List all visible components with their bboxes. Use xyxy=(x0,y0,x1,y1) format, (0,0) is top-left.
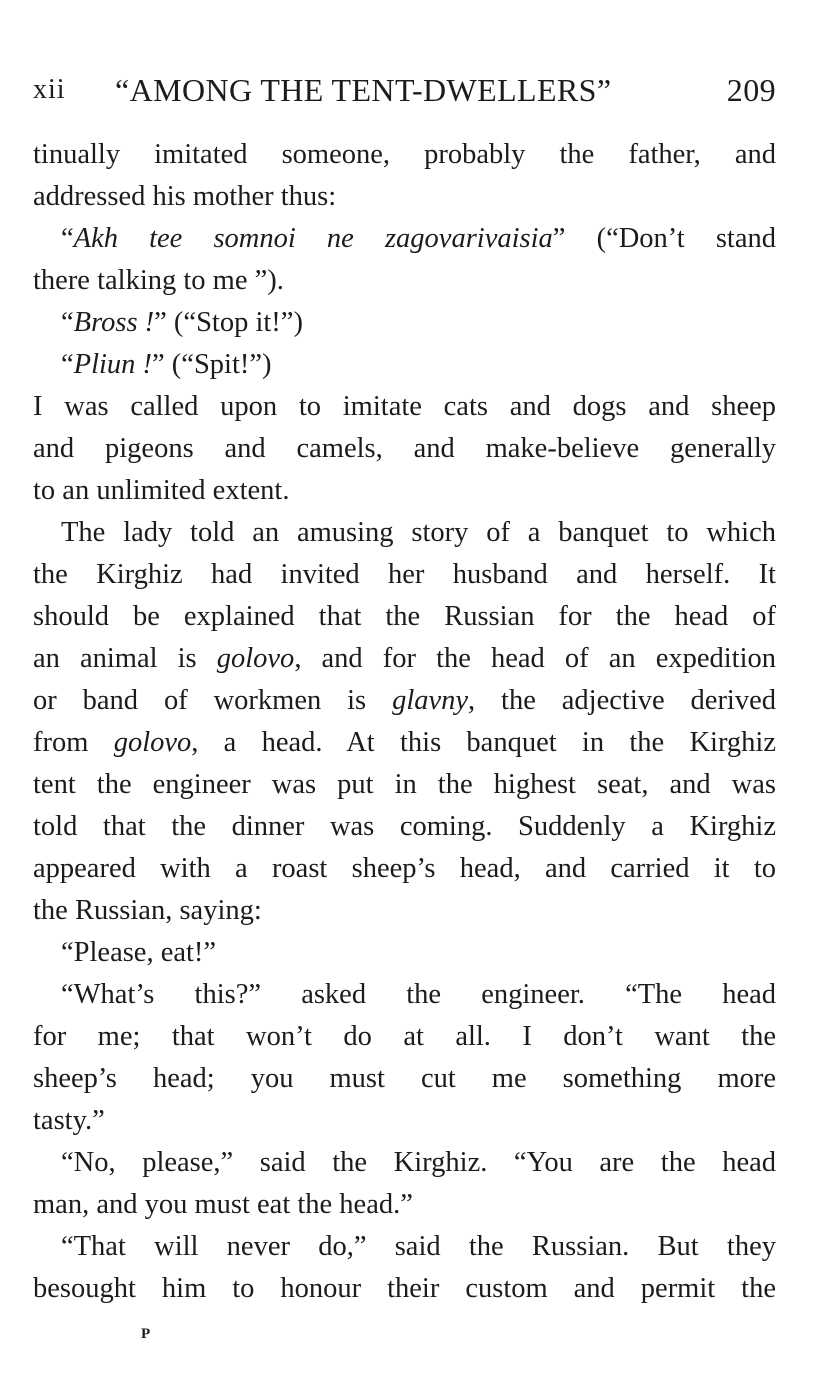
text-run: , and for the head of an expedition xyxy=(294,643,776,674)
text-line: tasty.” xyxy=(33,1105,105,1136)
body-text xyxy=(33,134,776,1310)
text-line xyxy=(33,680,776,722)
russian-phrase: Akh tee somnoi ne zagovarivaisia xyxy=(73,223,553,254)
text-line: for me; that won’t do at all. I don’t want the xyxy=(33,1021,776,1052)
text-line: addressed his mother thus: xyxy=(33,181,337,212)
text-line: the Kirghiz had invited her husband and herself. It xyxy=(33,559,776,590)
russian-word: Bross ! xyxy=(73,307,155,338)
text-line: The lady told an amusing story of a banquet to which xyxy=(61,517,776,548)
text-line xyxy=(33,344,776,386)
quote-mark: “ xyxy=(61,307,74,338)
quote-mark: “ xyxy=(61,349,74,380)
russian-word: golovo xyxy=(113,727,192,758)
quote-mark: “ xyxy=(61,223,74,254)
text-line xyxy=(33,302,776,344)
text-line: should be explained that the Russian for the head of xyxy=(33,601,776,632)
text-run: an animal is xyxy=(33,643,217,674)
russian-word: golovo xyxy=(216,643,295,674)
text-line: tent the engineer was put in the highest seat, and was xyxy=(33,769,776,800)
text-line xyxy=(33,218,776,260)
text-run: from xyxy=(33,727,114,758)
text-line: “No, please,” said the Kirghiz. “You are the head xyxy=(61,1147,776,1178)
text-run: , the adjective derived xyxy=(468,685,776,716)
translation: ” (“Stop it!”) xyxy=(154,307,303,338)
chapter-number: xii xyxy=(33,74,66,105)
signature-mark: P xyxy=(141,1326,151,1342)
text-line: there talking to me ”). xyxy=(33,265,284,296)
text-run: , a head. At this banquet in the Kirghiz xyxy=(191,727,776,758)
text-line: and pigeons and camels, and make-believe generally xyxy=(33,433,776,464)
translation: ” (“Don’t stand xyxy=(552,223,776,254)
russian-word: glavny xyxy=(392,685,469,716)
text-line: to an unlimited extent. xyxy=(33,475,290,506)
text-line: the Russian, saying: xyxy=(33,895,262,926)
text-line: man, and you must eat the head.” xyxy=(33,1189,413,1220)
text-line: told that the dinner was coming. Suddenly a Kirghiz xyxy=(33,811,776,842)
text-line: “That will never do,” said the Russian. But they xyxy=(61,1231,776,1262)
text-line: besought him to honour their custom and permit the xyxy=(33,1273,776,1304)
running-head xyxy=(33,66,776,116)
translation: ” (“Spit!”) xyxy=(152,349,272,380)
text-line: “What’s this?” asked the engineer. “The head xyxy=(61,979,776,1010)
text-line: tinually imitated someone, probably the father, and xyxy=(33,139,776,170)
russian-word: Pliun ! xyxy=(73,349,153,380)
chapter-title: “AMONG THE TENT-DWELLERS” xyxy=(115,72,612,108)
text-line xyxy=(33,722,776,764)
text-line: appeared with a roast sheep’s head, and carried it to xyxy=(33,853,776,884)
text-line: “Please, eat!” xyxy=(61,937,217,968)
text-line xyxy=(33,638,776,680)
text-line: sheep’s head; you must cut me something more xyxy=(33,1063,776,1094)
text-line: I was called upon to imitate cats and dogs and sheep xyxy=(33,391,776,422)
text-run: or band of workmen is xyxy=(33,685,393,716)
page-number: 209 xyxy=(726,72,776,108)
